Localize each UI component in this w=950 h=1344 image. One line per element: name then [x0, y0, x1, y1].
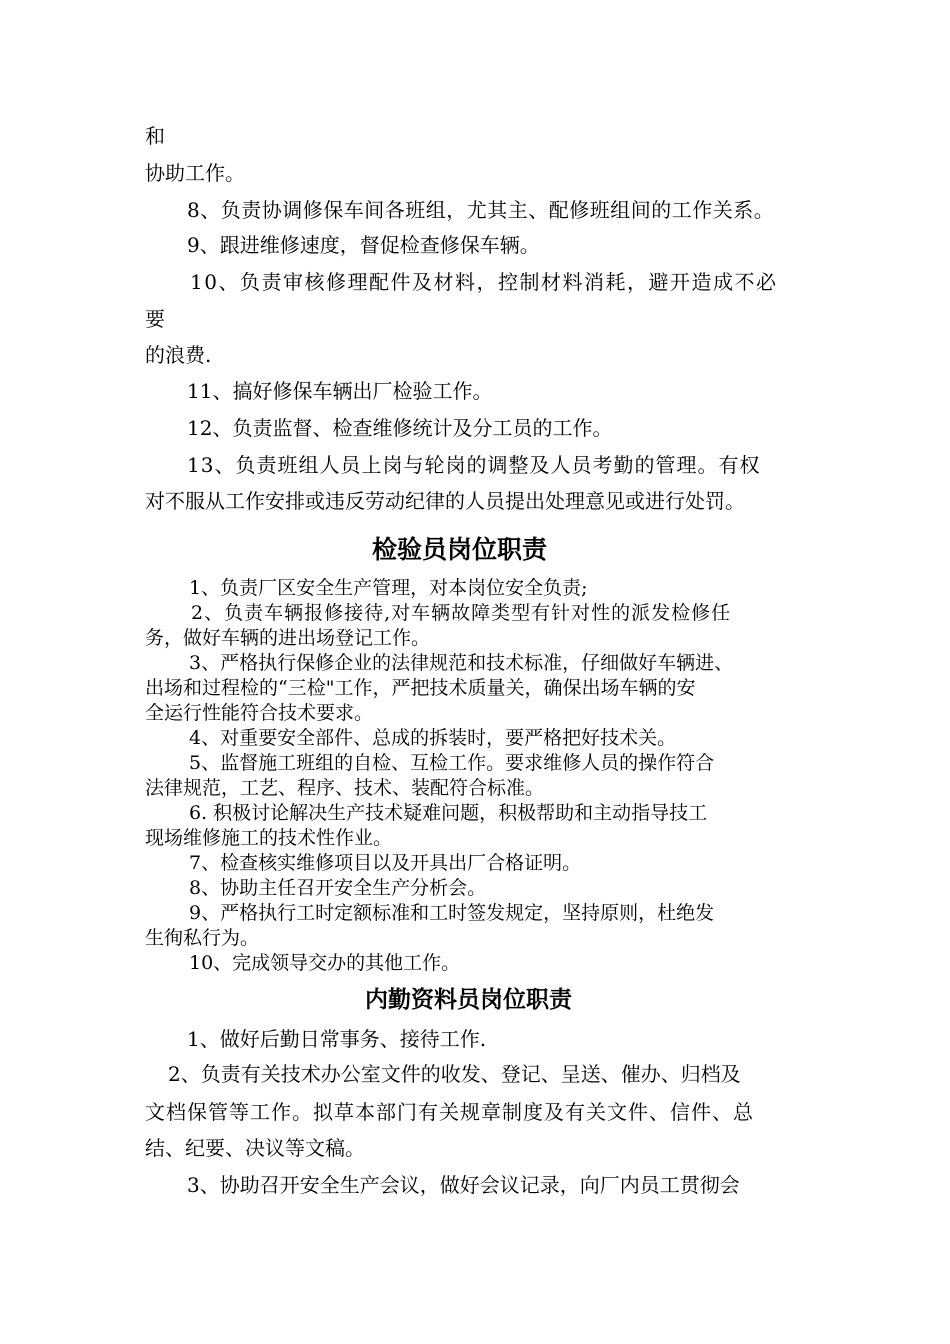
duty-item: 7、检查核实维修项目以及开具出厂合格证明。	[189, 852, 582, 874]
text-line: 协助工作。	[145, 161, 245, 185]
duty-item: 10、负责审核修理配件及材料，控制材料消耗，避开造成不必	[190, 270, 778, 294]
section-title: 检验员岗位职责	[372, 535, 548, 564]
text-line: 全运行性能符合技术要求。	[145, 702, 374, 724]
duty-item: 6. 积极讨论解决生产技术疑难问题，积极帮助和主动指导技工	[189, 802, 708, 824]
duty-item: 8、协助主任召开安全生产分析会。	[189, 877, 487, 899]
duty-item: 13、负责班组人员上岗与轮岗的调整及人员考勤的管理。有权	[187, 453, 761, 477]
duty-item: 9、跟进维修速度，督促检查修保车辆。	[187, 233, 540, 257]
duty-item: 2、负责车辆报修接待,对车辆故障类型有针对性的派发检修任	[191, 602, 732, 624]
section-title: 内勤资料员岗位职责	[365, 987, 572, 1013]
text-line: 和	[145, 124, 165, 148]
text-line: 的浪费.	[145, 343, 212, 367]
text-line: 要	[145, 307, 165, 331]
text-line: 生徇私行为。	[145, 927, 260, 949]
duty-item: 10、完成领导交办的其他工作。	[189, 952, 461, 974]
duty-item: 1、做好后勤日常事务、接待工作.	[187, 1027, 487, 1051]
text-line: 法律规范，工艺、程序、技术、装配符合标准。	[145, 777, 545, 799]
duty-item: 3、协助召开安全生产会议，做好会议记录，向厂内员工贯彻会	[187, 1173, 740, 1197]
duty-item: 2、负责有关技术办公室文件的收发、登记、呈送、催办、归档及	[168, 1062, 741, 1086]
text-line: 现场维修施工的技术性作业。	[145, 827, 393, 849]
text-line: 文档保管等工作。拟草本部门有关规章制度及有关文件、信件、总	[145, 1100, 754, 1124]
text-line: 务，做好车辆的进出场登记工作。	[145, 627, 431, 649]
text-line: 出场和过程检的“三检"工作，严把技术质量关，确保出场车辆的安	[145, 677, 696, 699]
text-line: 对不服从工作安排或违反劳动纪律的人员提出处理意见或进行处罚。	[145, 489, 745, 513]
duty-item: 5、监督施工班组的自检、互检工作。要求维修人员的操作符合	[189, 752, 715, 774]
duty-item: 11、搞好修保车辆出厂检验工作。	[187, 379, 493, 403]
duty-item: 8、负责协调修保车间各班组，尤其主、配修班组间的工作关系。	[187, 198, 775, 222]
duty-item: 9、严格执行工时定额标准和工时签发规定，坚持原则，杜绝发	[189, 902, 715, 924]
duty-item: 4、对重要安全部件、总成的拆装时，要严格把好技术关。	[189, 727, 677, 749]
text-line: 结、纪要、决议等文稿。	[145, 1136, 365, 1160]
duty-item: 3、严格执行保修企业的法律规范和技术标准，仔细做好车辆进、	[189, 652, 734, 674]
duty-item: 1、负责厂区安全生产管理，对本岗位安全负责;	[189, 577, 588, 599]
duty-item: 12、负责监督、检查维修统计及分工员的工作。	[187, 416, 613, 440]
